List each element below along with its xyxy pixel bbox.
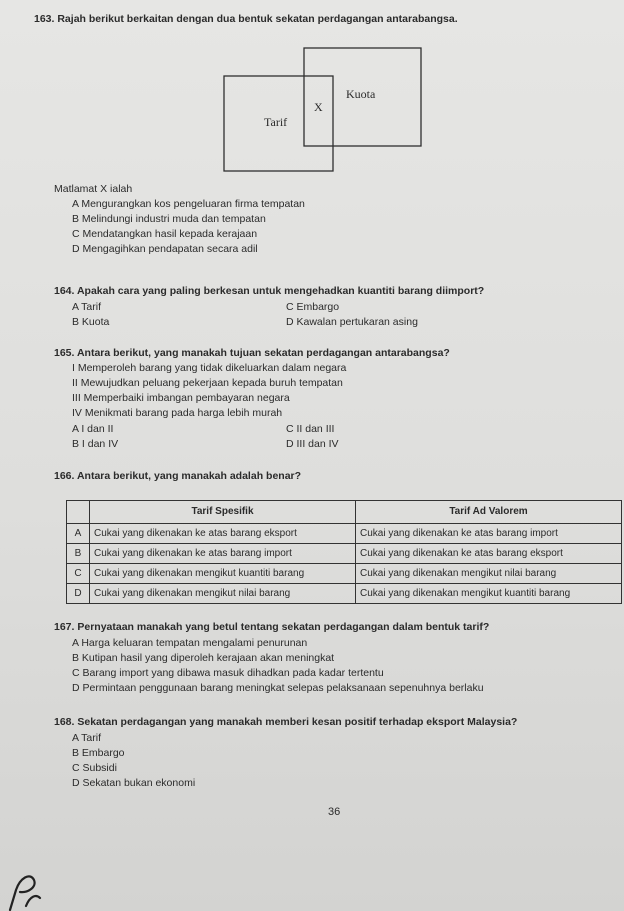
q168-option-b: B Embargo <box>72 747 125 759</box>
tarif-spesifik-cell: Cukai yang dikenakan ke atas barang eksport <box>90 524 356 544</box>
kuota-label: Kuota <box>346 87 376 101</box>
q165-statement-iii: III Memperbaiki imbangan pembayaran negara <box>72 392 290 404</box>
q164-option-b: B Kuota <box>72 316 110 328</box>
tarif-comparison-table <box>66 500 622 604</box>
question-167-stem: 167. Pernyataan manakah yang betul tentang sekatan perdagangan dalam bentuk tarif? <box>54 621 490 633</box>
q168-option-a: A Tarif <box>72 732 101 744</box>
q163-option-d: D Mengagihkan pendapatan secara adil <box>72 243 258 255</box>
q164-option-d: D Kawalan pertukaran asing <box>286 316 418 328</box>
table-header-row <box>67 501 622 524</box>
q167-option-b: B Kutipan hasil yang diperoleh kerajaan akan meningkat <box>72 652 335 664</box>
table-header-tarif-ad-valorem: Tarif Ad Valorem <box>356 501 622 524</box>
tarif-ad-valorem-cell: Cukai yang dikenakan mengikut kuantiti barang <box>356 584 622 604</box>
row-letter: A <box>67 524 90 544</box>
q165-statement-iv: IV Menikmati barang pada harga lebih murah <box>72 407 283 419</box>
table-header-tarif-spesifik: Tarif Spesifik <box>90 501 356 524</box>
table-row <box>67 524 622 544</box>
pen-scribble-mark <box>6 866 46 911</box>
question-164-stem: 164. Apakah cara yang paling berkesan untuk mengehadkan kuantiti barang diimport? <box>54 285 485 297</box>
table-row <box>67 544 622 564</box>
q165-option-a: A I dan II <box>72 423 114 435</box>
question-165-stem: 165. Antara berikut, yang manakah tujuan sekatan perdagangan antarabangsa? <box>54 347 450 359</box>
tarif-spesifik-cell: Cukai yang dikenakan mengikut kuantiti barang <box>90 564 356 584</box>
tarif-spesifik-cell: Cukai yang dikenakan mengikut nilai barang <box>90 584 356 604</box>
overlapping-boxes-figure <box>222 46 432 174</box>
page-number: 36 <box>328 806 341 818</box>
q163-option-a: A Mengurangkan kos pengeluaran firma tempatan <box>72 198 305 210</box>
question-163-stem: 163. Rajah berikut berkaitan dengan dua bentuk sekatan perdagangan antarabangsa. <box>34 13 458 25</box>
table-header-blank <box>67 501 90 524</box>
row-letter: B <box>67 544 90 564</box>
row-letter: D <box>67 584 90 604</box>
q167-option-a: A Harga keluaran tempatan mengalami penurunan <box>72 637 308 649</box>
q165-statement-i: I Memperoleh barang yang tidak dikeluarkan dalam negara <box>72 362 347 374</box>
tarif-ad-valorem-cell: Cukai yang dikenakan ke atas barang import <box>356 524 622 544</box>
tarif-label: Tarif <box>264 115 288 129</box>
tarif-ad-valorem-cell: Cukai yang dikenakan mengikut nilai barang <box>356 564 622 584</box>
q165-option-d: D III dan IV <box>286 438 339 450</box>
q163-option-c: C Mendatangkan hasil kepada kerajaan <box>72 228 258 240</box>
q165-statement-ii: II Mewujudkan peluang pekerjaan kepada buruh tempatan <box>72 377 343 389</box>
table-row <box>67 564 622 584</box>
q167-option-c: C Barang import yang dibawa masuk dihadkan pada kadar tertentu <box>72 667 384 679</box>
q164-option-c: C Embargo <box>286 301 340 313</box>
q165-option-c: C II dan III <box>286 423 335 435</box>
question-168-stem: 168. Sekatan perdagangan yang manakah memberi kesan positif terhadap eksport Malaysia? <box>54 716 518 728</box>
tarif-kuota-diagram <box>222 46 432 174</box>
q165-option-b: B I dan IV <box>72 438 119 450</box>
x-label: X <box>314 100 323 114</box>
q163-option-b: B Melindungi industri muda dan tempatan <box>72 213 266 225</box>
tarif-spesifik-cell: Cukai yang dikenakan ke atas barang import <box>90 544 356 564</box>
question-166-stem: 166. Antara berikut, yang manakah adalah benar? <box>54 470 302 482</box>
table-row <box>67 584 622 604</box>
q168-option-d: D Sekatan bukan ekonomi <box>72 777 196 789</box>
q167-option-d: D Permintaan penggunaan barang meningkat selepas pelaksanaan sepenuhnya berlaku <box>72 682 484 694</box>
question-163-prompt: Matlamat X ialah <box>54 183 133 195</box>
tarif-ad-valorem-cell: Cukai yang dikenakan ke atas barang eksport <box>356 544 622 564</box>
row-letter: C <box>67 564 90 584</box>
q164-option-a: A Tarif <box>72 301 101 313</box>
q168-option-c: C Subsidi <box>72 762 117 774</box>
